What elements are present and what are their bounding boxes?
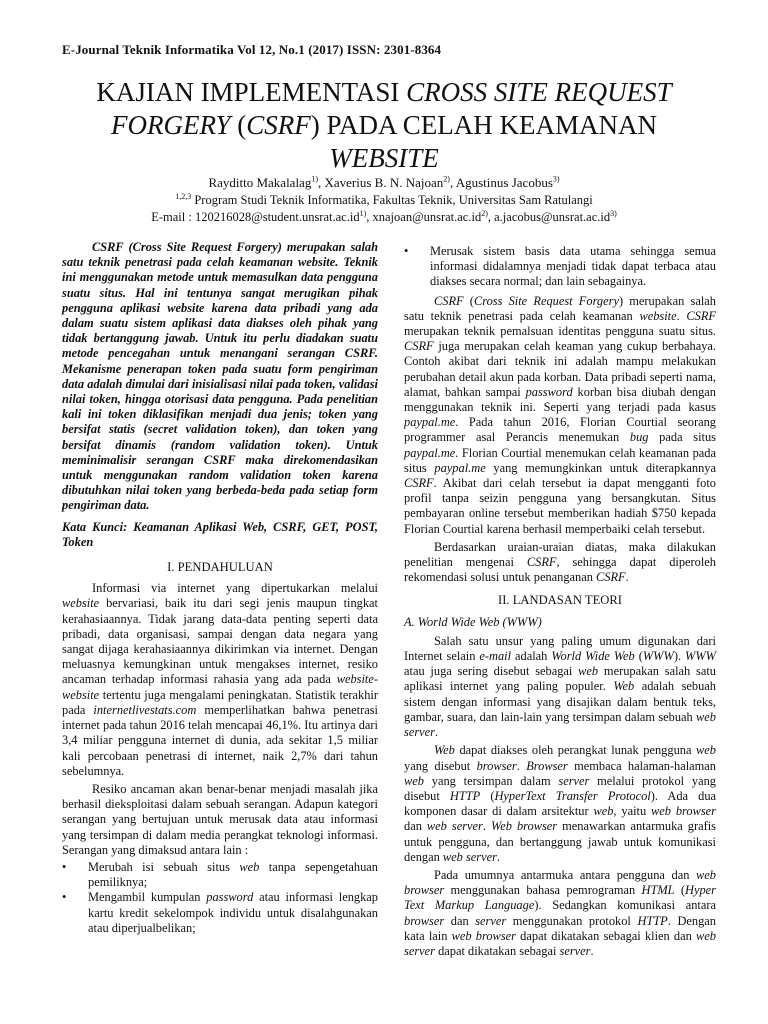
paper-title: KAJIAN IMPLEMENTASI CROSS SITE REQUEST FORGERY (CSRF) PADA CELAH KEAMANAN WEBSITE (96, 77, 672, 173)
list-item: • Merusak sistem basis data utama sehingga semua informasi didalamnya menjadi tidak dapat terbaca atau diakses secara normal; dan lain sebagainya. (404, 244, 716, 289)
intro-paragraph-1: Informasi via internet yang dipertukarkan melalui website bervariasi, baik itu dari segi jenis maupun tingkat kerahasiaannya. Tidak jarang data-data penting seperti data pribadi, data organisasi, sampai dengan data negara yang sangat dijaga kerahasiaannya dikirimkan via internet. Dengan meluasnya kemungkinan untuk mengakses internet, resiko ancaman terhadap informasi rahasia yang ada pada website-website tertentu juga mengalami peningkatan. Statistik terakhir pada internetlivestats.com memperlihatkan bahwa penetrasi internet pada tahun 2016 telah mencapai 46,1%. Itu artinya dari 3,4 miliar pengguna internet di dunia, ada sekitar 1,5 miliar kali percobaan penetrasi di internet, naik 2,7% dari tahun sebelumnya. (62, 581, 378, 778)
list-item: • Merubah isi sebuah situs web tanpa sepengetahuan pemiliknya; (62, 859, 378, 890)
bullet-icon: • (62, 859, 67, 874)
subsection-heading-www: A. World Wide Web (WWW) (404, 614, 542, 629)
author-emails: E-mail : $120216028@student.unsrat.ac.id^{1)}$, $xnajoan@unsrat.ac.id^{2)}$, $a.jacobus@unsrat.ac.id^{3)}$ (151, 208, 617, 224)
conclusion-paragraph: Berdasarkan uraian-uraian diatas, maka dilakukan penelitian mengenai CSRF, sehingga dapat diperoleh rekomendasi solusi untuk penanganan CSRF. (404, 539, 716, 585)
author-list: Rayditto Makalalag$^{1)}$, Xaverius B. N. Najoan$^{2)}$, Agustinus Jacobus$^{3)}$ (208, 174, 560, 190)
list-item: • Mengambil kumpulan password atau informasi lengkap kartu kredit sekelompok individu untuk disalahgunakan atau diperjualbelikan; (62, 890, 378, 935)
web-access-paragraph: Web dapat diakses oleh perangkat lunak pengguna web yang disebut browser. Browser membaca halaman-halaman web yang tersimpan dalam server melalui protokol yang disebut HTTP (HyperText Transfer Protocol). Ada dua komponen dasar di dalam arsitektur web, yaitu web browser dan web server. Web browser menawarkan antarmuka grafis untuk pengguna, dan bertanggung jawab untuk komunikasi dengan web server. (404, 743, 717, 864)
section-heading-landasan-teori: II. LANDASAN TEORI (498, 593, 622, 608)
intro-paragraph-2: Resiko ancaman akan benar-benar menjadi masalah jika berhasil dieksploitasi dalam sebuah serangan. Adapun kategori serangan yang bertujuan untuk merusak data atau informasi yang tersimpan di dalam media perangkat teknologi informasi. Serangan yang dimaksud antara lain : (62, 781, 378, 857)
abstract: CSRF (Cross Site Request Forgery) merupakan salah satu teknik penetrasi pada celah keamanan website. Teknik ini menggunakan metode untuk memasulkan data pengguna suatu situs. Hal ini tentunya sangat merugikan pihak pengguna aplikasi website karena data pribadi yang ada dalam suatu sistem aplikasi data diakses oleh pihak yang tidak bertanggung jawab. Untuk itu perlu diadakan suatu metode pencegahan untuk menangani serangan CSRF. Mekanisme penerapan token pada suatu form pengiriman data adalah dimulai dari inisialisasi nilai pada token, validasi nilai token, hingga otorisasi data pengguna. Pada penelitian kali ini token diklasifikan menjadi dua jenis; token yang bersifat statis (secret validation token), dan token yang bersifat dinamis (random validation token). Untuk meminimalisir serangan CSRF maka direkomendasikan untuk menggunakan random validation token karena dibutuhkan nilai token yang berbeda-beda pada setiap form pengiriman data. (62, 240, 378, 513)
attack-list-continued (404, 244, 716, 290)
left-column (62, 240, 378, 940)
journal-header: E-Journal Teknik Informatika Vol 12, No.1 (2017) ISSN: 2301-8364 (62, 42, 442, 57)
csrf-paragraph: CSRF (Cross Site Request Forgery) merupakan salah satu teknik penetrasi pada celah keamanan website. CSRF merupakan teknik pemalsuan identitas pengguna suatu situs. CSRF juga merupakan celah keaman yang cukup berbahaya. Contoh akibat dari teknik ini adalah mampu melakukan perubahan detail akun pada korban. Data pribadi seperti nama, alamat, bahkan sampai password korban bisa diubah dengan menggunakan teknik ini. Seperti yang terjadi pada kasus paypal.me. Pada tahun 2016, Florian Courtial seorang programmer asal Perancis menemukan bug pada situs paypal.me. Florian Courtial menemukan celah keamanan pada situs paypal.me yang memungkinkan untuk diterapkannya CSRF. Akibat dari celah tersebut ia dapat mengganti foto profil tanpa seizin pengguna yang bersangkutan. Situs pembayaran online tersebut memberikan hadiah $750 kepada Florian Courtial karena berhasil memperbaiki celah tersebut. (404, 293, 717, 536)
interface-paragraph: Pada umumnya antarmuka antara pengguna dan web browser menggunakan bahasa pemrograman HTML (Hyper Text Markup Language). Sedangkan komunikasi antara browser dan server menggunakan protokol HTTP. Dengan kata lain web browser dapat dikatakan sebagai klien dan web server dapat dikatakan sebagai server. (404, 867, 717, 958)
attack-list (62, 860, 378, 936)
affiliation: $^{1,2,3}$ Program Studi Teknik Informatika, Fakultas Teknik, Universitas Sam Ratulangi (175, 191, 593, 207)
bullet-icon: • (62, 890, 67, 905)
keywords: Kata Kunci: Keamanan Aplikasi Web, CSRF, GET, POST, Token (62, 519, 378, 549)
right-column (404, 240, 716, 959)
bullet-icon: • (404, 244, 409, 258)
www-paragraph: Salah satu unsur yang paling umum digunakan dari Internet selain e-mail adalah World Wide Web (WWW). WWW atau juga sering disebut sebagai web merupakan salah satu aplikasi internet yang paling populer. Web adalah sebuah sistem dengan informasi yang disajikan dalam bentuk teks, gambar, suara, dan lain-lain yang tersimpan dalam sebuah web server. (404, 633, 716, 740)
section-heading-pendahuluan: I. PENDAHULUAN (167, 560, 273, 575)
